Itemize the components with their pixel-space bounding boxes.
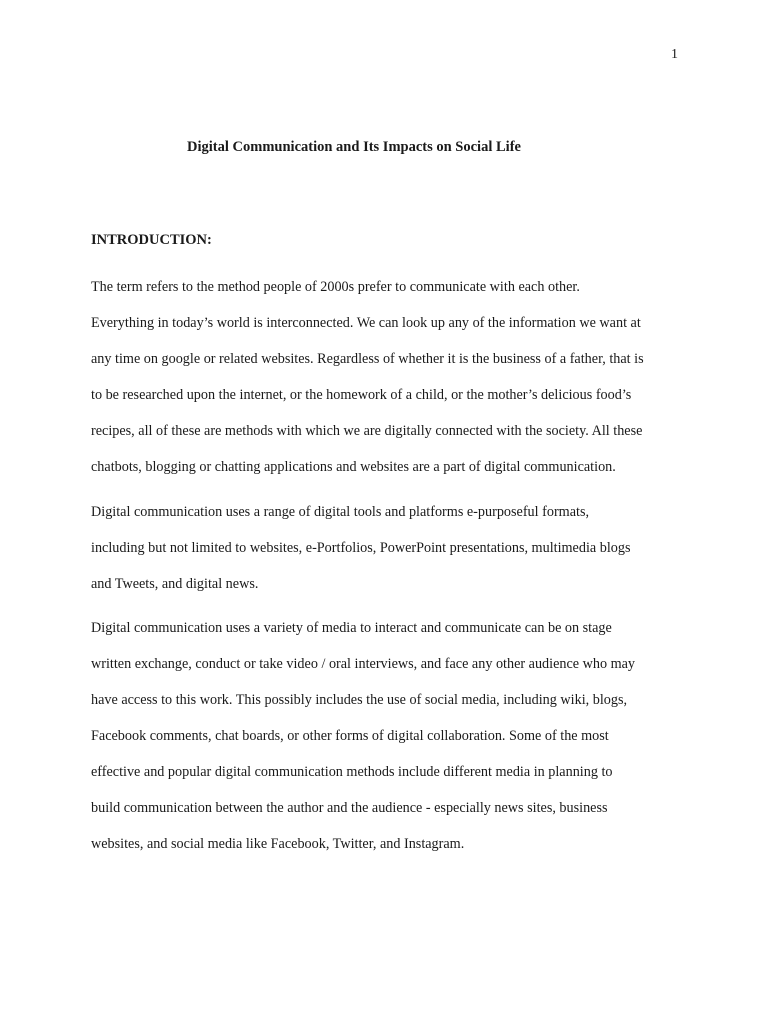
text-line: Digital communication uses a range of digital tools and platforms e-purposeful formats, bbox=[91, 504, 590, 520]
paragraph bbox=[91, 610, 635, 862]
text-line: Everything in today’s world is interconnected. We can look up any of the information we want at bbox=[91, 315, 641, 331]
text-line: chatbots, blogging or chatting applications and websites are a part of digital communication. bbox=[91, 459, 616, 475]
text-line: have access to this work. This possibly includes the use of social media, including wiki, blogs, bbox=[91, 692, 628, 708]
text-line: websites, and social media like Facebook, Twitter, and Instagram. bbox=[91, 836, 465, 852]
text-line: Facebook comments, chat boards, or other forms of digital collaboration. Some of the most bbox=[91, 728, 609, 744]
page-number: 1 bbox=[671, 47, 678, 62]
text-line: any time on google or related websites. Regardless of whether it is the business of a father, that is bbox=[91, 351, 644, 367]
document-title: Digital Communication and Its Impacts on Social Life bbox=[187, 139, 521, 155]
text-line: and Tweets, and digital news. bbox=[91, 576, 259, 592]
text-line: The term refers to the method people of 2000s prefer to communicate with each other. bbox=[91, 279, 580, 295]
text-line: written exchange, conduct or take video / oral interviews, and face any other audience who may bbox=[91, 656, 636, 672]
section-heading: INTRODUCTION: bbox=[91, 232, 212, 248]
text-line: recipes, all of these are methods with which we are digitally connected with the society. All these bbox=[91, 423, 643, 439]
text-line: effective and popular digital communication methods include different media in planning to bbox=[91, 764, 613, 780]
text-line: to be researched upon the internet, or the homework of a child, or the mother’s delicious food’s bbox=[91, 387, 632, 403]
text-line: build communication between the author and the audience - especially news sites, business bbox=[91, 800, 608, 816]
paragraph bbox=[91, 494, 630, 602]
paragraph bbox=[91, 269, 644, 485]
text-line: Digital communication uses a variety of media to interact and communicate can be on stage bbox=[91, 620, 612, 636]
text-line: including but not limited to websites, e-Portfolios, PowerPoint presentations, multimedia blogs bbox=[91, 540, 631, 556]
